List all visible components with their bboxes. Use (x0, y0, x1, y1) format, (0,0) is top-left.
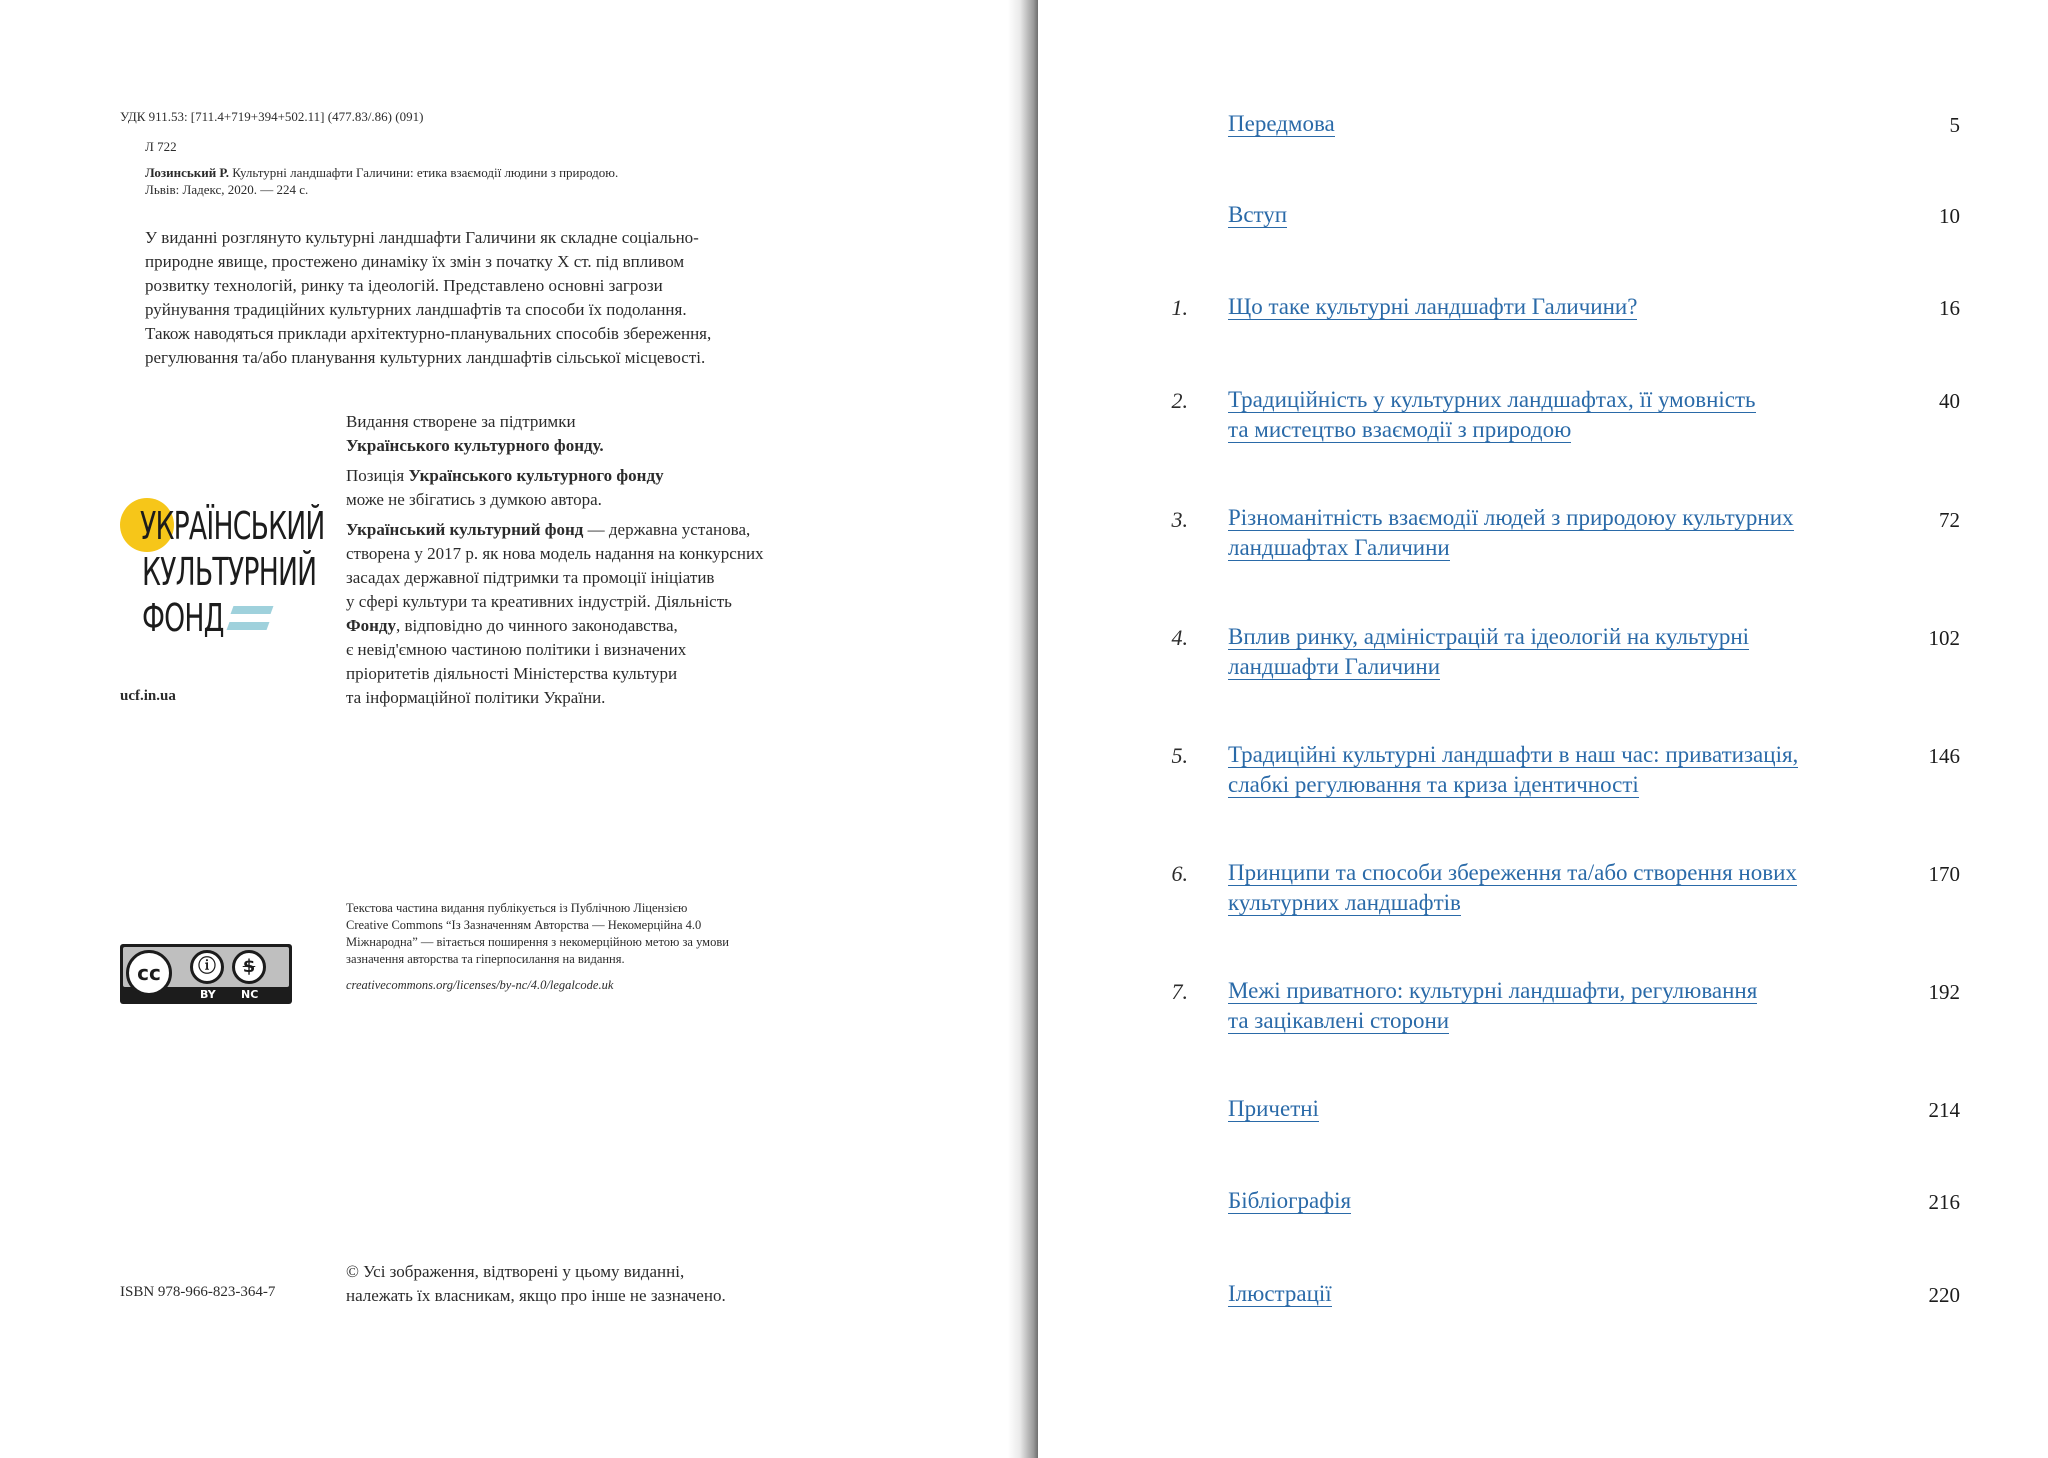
toc-chapter-number: 2. (1171, 388, 1188, 413)
cc-icon: cc (126, 950, 172, 996)
toc-page-number: 214 (1928, 1098, 1960, 1122)
toc-line[interactable]: Бібліографія (1228, 1188, 1352, 1213)
udc-code: УДК 911.53: [711.4+719+394+502.11] (477.83/.86) (091) (120, 109, 424, 124)
toc-entry-title[interactable] (1228, 622, 1908, 681)
annotation (145, 226, 905, 370)
toc-line[interactable]: Традиційність у культурних ландшафтах, її умовність (1228, 387, 1756, 412)
toc-line[interactable]: Принципи та способи збереження та/або створення нових (1228, 860, 1797, 885)
attribution-icon: ⓘ (190, 950, 224, 984)
position-text: Позиція (346, 466, 409, 485)
toc-page-number: 192 (1928, 980, 1960, 1004)
toc-entry-title[interactable] (1228, 503, 1908, 562)
license-text (346, 900, 906, 994)
copyright-line: належать їх власникам, якщо про інше не зазначено. (346, 1286, 726, 1305)
toc-line[interactable]: культурних ландшафтів (1228, 889, 1461, 915)
toc-chapter-number: 7. (1171, 979, 1188, 1004)
ucf-line: є невід'ємною частиною політики і визначених (346, 640, 687, 659)
logo-blue-bar (227, 622, 270, 630)
ucf-fond: Фонду (346, 616, 396, 635)
cc-by-label: BY (200, 988, 216, 1001)
ucf-text: , відповідно до чинного законодавства, (396, 616, 678, 635)
ucf-url[interactable]: ucf.in.ua (120, 688, 176, 704)
toc-line[interactable]: та мистецтво взаємодії з природою (1228, 416, 1572, 442)
annotation-line: розвитку технологій, ринку та ідеологій. Представлено основні загрози (145, 276, 663, 295)
annotation-line: У виданні розглянуто культурні ландшафти Галичини як складне соціально- (145, 228, 699, 247)
toc-entry-title[interactable] (1228, 109, 1908, 139)
biblio-record (145, 164, 865, 198)
toc-line[interactable]: та зацікавлені сторони (1228, 1007, 1450, 1033)
toc-page-number: 5 (1949, 113, 1960, 137)
annotation-line: природне явище, простежено динаміку їх змін з початку Х ст. під впливом (145, 252, 685, 271)
toc-entry-title[interactable] (1228, 976, 1908, 1035)
noncommercial-icon: $ (232, 950, 266, 984)
toc-entry-title[interactable] (1228, 200, 1908, 230)
toc-chapter-number: 3. (1171, 507, 1188, 532)
support-line: Видання створене за підтримки (346, 412, 576, 431)
toc-chapter-number: 4. (1171, 625, 1188, 650)
logo-line: КУЛЬТУРНИЙ (142, 550, 317, 594)
toc-chapter-number: 1. (1171, 295, 1188, 320)
license-line: зазначення авторства та гіперпосилання на видання. (346, 952, 625, 966)
toc-chapter-number: 5. (1171, 743, 1188, 768)
ucf-line: створена у 2017 р. як нова модель надання на конкурсних (346, 544, 764, 563)
toc-line[interactable]: ландшафти Галичини (1228, 653, 1441, 679)
toc-line[interactable]: Передмова (1228, 111, 1335, 136)
toc-entry-title[interactable] (1228, 740, 1908, 799)
ucf-line: у сфері культури та креативних індустрій. Діяльність (346, 592, 732, 611)
logo-line: УКРАЇНСЬКИЙ (140, 504, 325, 548)
license-line: Creative Commons “Із Зазначенням Авторства — Некомерційна 4.0 (346, 918, 702, 932)
toc-line[interactable]: Ілюстрації (1228, 1281, 1332, 1306)
ucf-text: — державна установа, (583, 520, 751, 539)
toc-line[interactable]: Що таке культурні ландшафти Галичини? (1228, 294, 1638, 319)
position-line: може не збігатись з думкою автора. (346, 490, 602, 509)
toc-page-number: 220 (1928, 1283, 1960, 1307)
ucf-line: засадах державної підтримки та промоції ініціатив (346, 568, 715, 587)
toc-entry-title[interactable] (1228, 858, 1908, 917)
toc-entry-title[interactable] (1228, 1279, 1908, 1309)
support-note (346, 410, 906, 710)
toc-entry-title[interactable] (1228, 1186, 1908, 1216)
toc-page-number: 102 (1928, 626, 1960, 650)
toc-line[interactable]: Різноманітність взаємодії людей з природоюу культурних (1228, 505, 1794, 530)
toc-chapter-number: 6. (1171, 861, 1188, 886)
toc-page-number: 40 (1939, 389, 1960, 413)
logo-blue-bar (231, 606, 274, 614)
author-mark: Л 722 (145, 139, 177, 154)
copyright-line: © Усі зображення, відтворені у цьому виданні, (346, 1262, 685, 1281)
toc-line[interactable]: слабкі регулювання та криза ідентичності (1228, 771, 1639, 797)
biblio-title: Культурні ландшафти Галичини: етика взаємодії людини з природою. (232, 165, 619, 180)
biblio-publisher: Львів: Ладекс, 2020. — 224 с. (145, 182, 309, 197)
toc-entry-title[interactable] (1228, 1094, 1908, 1124)
cc-by-nc-badge (120, 944, 292, 1004)
ucf-logo (120, 498, 325, 648)
support-fund: Українського культурного фонду. (346, 436, 604, 455)
toc-page-number: 170 (1928, 862, 1960, 886)
license-line: Текстова частина видання публікується із Публічною Ліцензією (346, 901, 688, 915)
license-url[interactable]: creativecommons.org/licenses/by-nc/4.0/legalcode.uk (346, 978, 614, 992)
toc-entry-title[interactable] (1228, 292, 1908, 322)
position-fund: Українського культурного фонду (408, 466, 664, 485)
toc-entry-title[interactable] (1228, 385, 1908, 444)
toc-line[interactable]: Причетні (1228, 1096, 1319, 1121)
toc-page-number: 16 (1939, 296, 1960, 320)
license-line: Міжнародна” — вітається поширення з некомерційною метою за умови (346, 935, 729, 949)
toc-line[interactable]: Вступ (1228, 202, 1288, 227)
toc-line[interactable]: ландшафтах Галичини (1228, 534, 1450, 560)
toc-page-number: 216 (1928, 1190, 1960, 1214)
cc-nc-label: NC (241, 988, 259, 1001)
ucf-name: Український культурний фонд (346, 520, 584, 539)
book-gutter (1008, 0, 1038, 1458)
ucf-line: пріоритетів діяльності Міністерства культури (346, 664, 678, 683)
annotation-line: Також наводяться приклади архітектурно-планувальних способів збереження, (145, 324, 712, 343)
toc-page-number: 10 (1939, 204, 1960, 228)
annotation-line: руйнування традиційних культурних ландшафтів та способи їх подолання. (145, 300, 687, 319)
toc-line[interactable]: Традиційні культурні ландшафти в наш час: приватизація, (1228, 742, 1799, 767)
toc-page-number: 72 (1939, 508, 1960, 532)
annotation-line: регулювання та/або планування культурних ландшафтів сільської місцевості. (145, 348, 706, 367)
ucf-line: та інформаційної політики України. (346, 688, 606, 707)
toc-page-number: 146 (1928, 744, 1960, 768)
biblio-author: Лозинський Р. (145, 165, 229, 180)
logo-line: ФОНД (142, 596, 224, 640)
copyright-note (346, 1260, 906, 1308)
toc-line[interactable]: Вплив ринку, адміністрацій та ідеологій на культурні (1228, 624, 1750, 649)
toc-line[interactable]: Межі приватного: культурні ландшафти, регулювання (1228, 978, 1758, 1003)
isbn: ISBN 978-966-823-364-7 (120, 1284, 276, 1300)
